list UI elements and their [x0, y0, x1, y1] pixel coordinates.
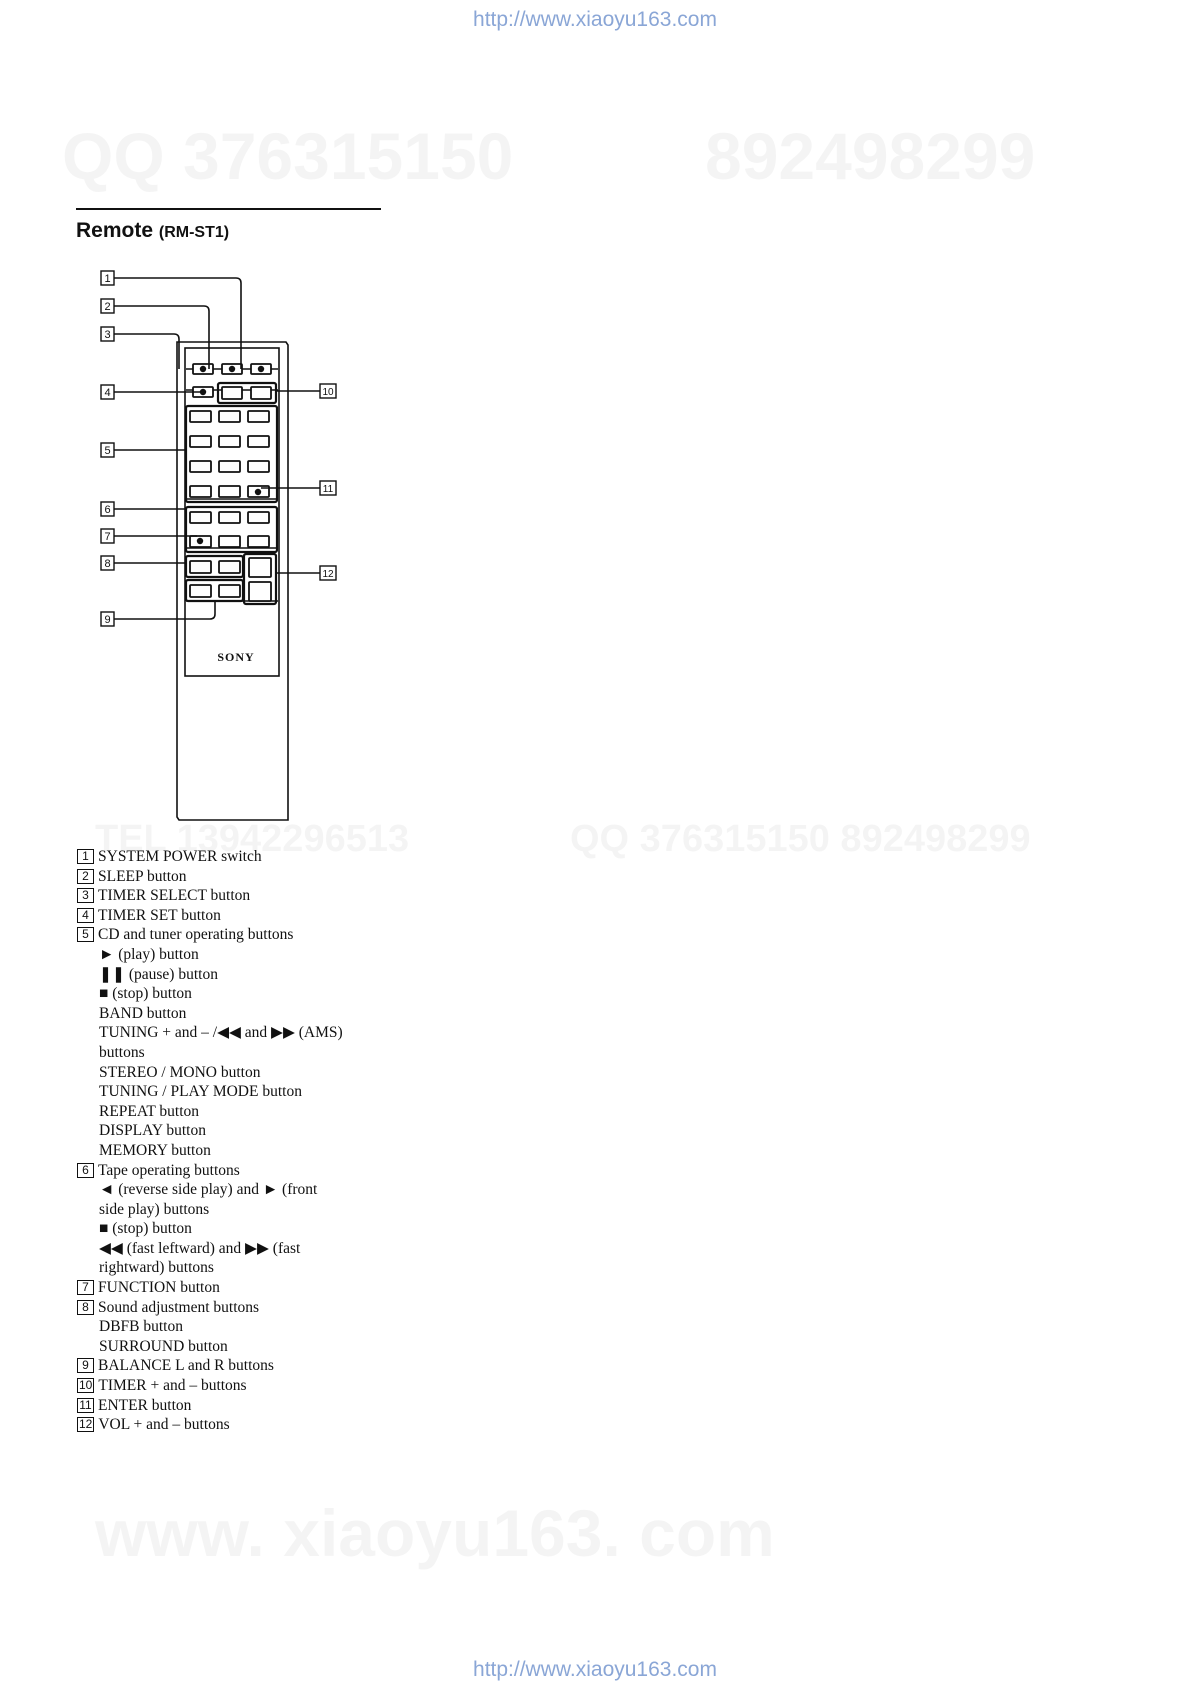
- legend-item: [77, 1161, 397, 1181]
- legend-item: [77, 1082, 397, 1102]
- legend-text: TIMER + and – buttons: [98, 1377, 247, 1395]
- legend-text: ■ (stop) button: [99, 985, 192, 1003]
- legend-item: [77, 1023, 397, 1043]
- legend-number: 4: [77, 908, 94, 923]
- legend-text: ENTER button: [98, 1396, 192, 1414]
- section-rule: [76, 208, 381, 210]
- legend-item: [77, 847, 397, 867]
- heading-title: Remote: [76, 219, 154, 242]
- callout-1: 1: [104, 273, 111, 285]
- legend-number: 1: [77, 849, 94, 864]
- legend-text: FUNCTION button: [98, 1279, 220, 1297]
- legend-item: [77, 1200, 397, 1220]
- legend-text: REPEAT button: [99, 1102, 200, 1120]
- callout-4: 4: [104, 387, 111, 399]
- legend-text: ■ (stop) button: [99, 1220, 192, 1238]
- legend-item: [77, 867, 397, 887]
- legend-number: 9: [77, 1358, 94, 1373]
- legend-text: DBFB button: [99, 1318, 183, 1336]
- legend-text: ► (play) button: [99, 945, 199, 963]
- legend-item: [77, 925, 397, 945]
- header-url[interactable]: http://www.xiaoyu163.com: [473, 8, 717, 31]
- brand-logo: SONY: [217, 650, 255, 664]
- watermark-qq: [62, 118, 513, 194]
- legend-text: ◄ (reverse side play) and ► (front: [99, 1181, 318, 1199]
- legend-text: MEMORY button: [99, 1141, 211, 1159]
- legend-text: Tape operating buttons: [98, 1161, 240, 1179]
- legend-list: [77, 847, 397, 1435]
- legend-text: SYSTEM POWER switch: [98, 848, 262, 865]
- legend-text: ◀◀ (fast leftward) and ▶▶ (fast: [99, 1239, 301, 1257]
- leader-lines: [114, 278, 320, 619]
- callout-8: 8: [104, 558, 111, 570]
- callout-9: 9: [104, 614, 111, 626]
- watermark-qq2: [705, 118, 1035, 194]
- callout-12: 12: [322, 569, 334, 580]
- legend-text: TIMER SET button: [98, 906, 221, 924]
- legend-item: [77, 1141, 397, 1161]
- callout-3: 3: [104, 329, 111, 341]
- legend-number: 7: [77, 1280, 94, 1295]
- legend-text: rightward) buttons: [99, 1259, 214, 1277]
- footer-url[interactable]: http://www.xiaoyu163.com: [473, 1658, 717, 1681]
- legend-number: 6: [77, 1163, 94, 1178]
- legend-text: SLEEP button: [98, 867, 187, 885]
- legend-item: [77, 1239, 397, 1259]
- legend-number: 10: [79, 1378, 93, 1393]
- legend-item: [77, 1415, 397, 1435]
- legend-item: [77, 1004, 397, 1024]
- legend-item: [77, 1180, 397, 1200]
- legend-number: 8: [77, 1300, 94, 1315]
- legend-item: [77, 1396, 397, 1416]
- legend-number: 12: [79, 1417, 93, 1432]
- callout-10: 10: [322, 387, 334, 398]
- legend-item: [77, 1043, 397, 1063]
- legend-item: [77, 984, 397, 1004]
- legend-text: STEREO / MONO button: [99, 1063, 261, 1081]
- legend-number: 2: [77, 869, 94, 884]
- watermark-site: [95, 1495, 775, 1571]
- legend-item: [77, 1356, 397, 1376]
- callout-11: 11: [322, 484, 334, 495]
- legend-text: VOL + and – buttons: [98, 1416, 230, 1434]
- legend-text: ❚❚ (pause) button: [99, 965, 218, 983]
- legend-number: 3: [77, 888, 94, 903]
- legend-item: [77, 1219, 397, 1239]
- legend-item: [77, 1121, 397, 1141]
- legend-text: Sound adjustment buttons: [98, 1298, 260, 1316]
- heading-model: (RM-ST1): [158, 224, 230, 241]
- legend-text: TUNING + and – /◀◀ and ▶▶ (AMS): [99, 1024, 343, 1042]
- legend-text: BAND button: [99, 1004, 187, 1022]
- legend-number: 5: [77, 927, 94, 942]
- legend-text: TUNING / PLAY MODE button: [99, 1083, 302, 1101]
- remote-buttons: [190, 364, 271, 601]
- legend-item: [77, 906, 397, 926]
- remote-diagram: [100, 268, 360, 828]
- legend-text: SURROUND button: [99, 1337, 228, 1355]
- legend-item: [77, 1278, 397, 1298]
- watermark-qq-mid: [570, 818, 1031, 861]
- callout-7: 7: [104, 531, 111, 543]
- legend-item: [77, 965, 397, 985]
- callout-5: 5: [104, 445, 111, 457]
- legend-text: BALANCE L and R buttons: [98, 1357, 274, 1375]
- legend-item: [77, 1102, 397, 1122]
- legend-text: CD and tuner operating buttons: [98, 926, 294, 944]
- legend-item: [77, 1317, 397, 1337]
- legend-text: buttons: [99, 1043, 145, 1061]
- legend-item: [77, 1337, 397, 1357]
- legend-item: [77, 1298, 397, 1318]
- callout-2: 2: [104, 301, 111, 313]
- callout-6: 6: [104, 504, 111, 516]
- legend-item: [77, 1376, 397, 1396]
- legend-text: DISPLAY button: [99, 1122, 206, 1140]
- legend-item: [77, 1063, 397, 1083]
- legend-item: [77, 945, 397, 965]
- legend-item: [77, 886, 397, 906]
- legend-text: TIMER SELECT button: [98, 887, 251, 905]
- legend-number: 11: [77, 1398, 94, 1413]
- section-heading: [76, 219, 229, 243]
- legend-text: side play) buttons: [99, 1200, 210, 1218]
- legend-item: [77, 1258, 397, 1278]
